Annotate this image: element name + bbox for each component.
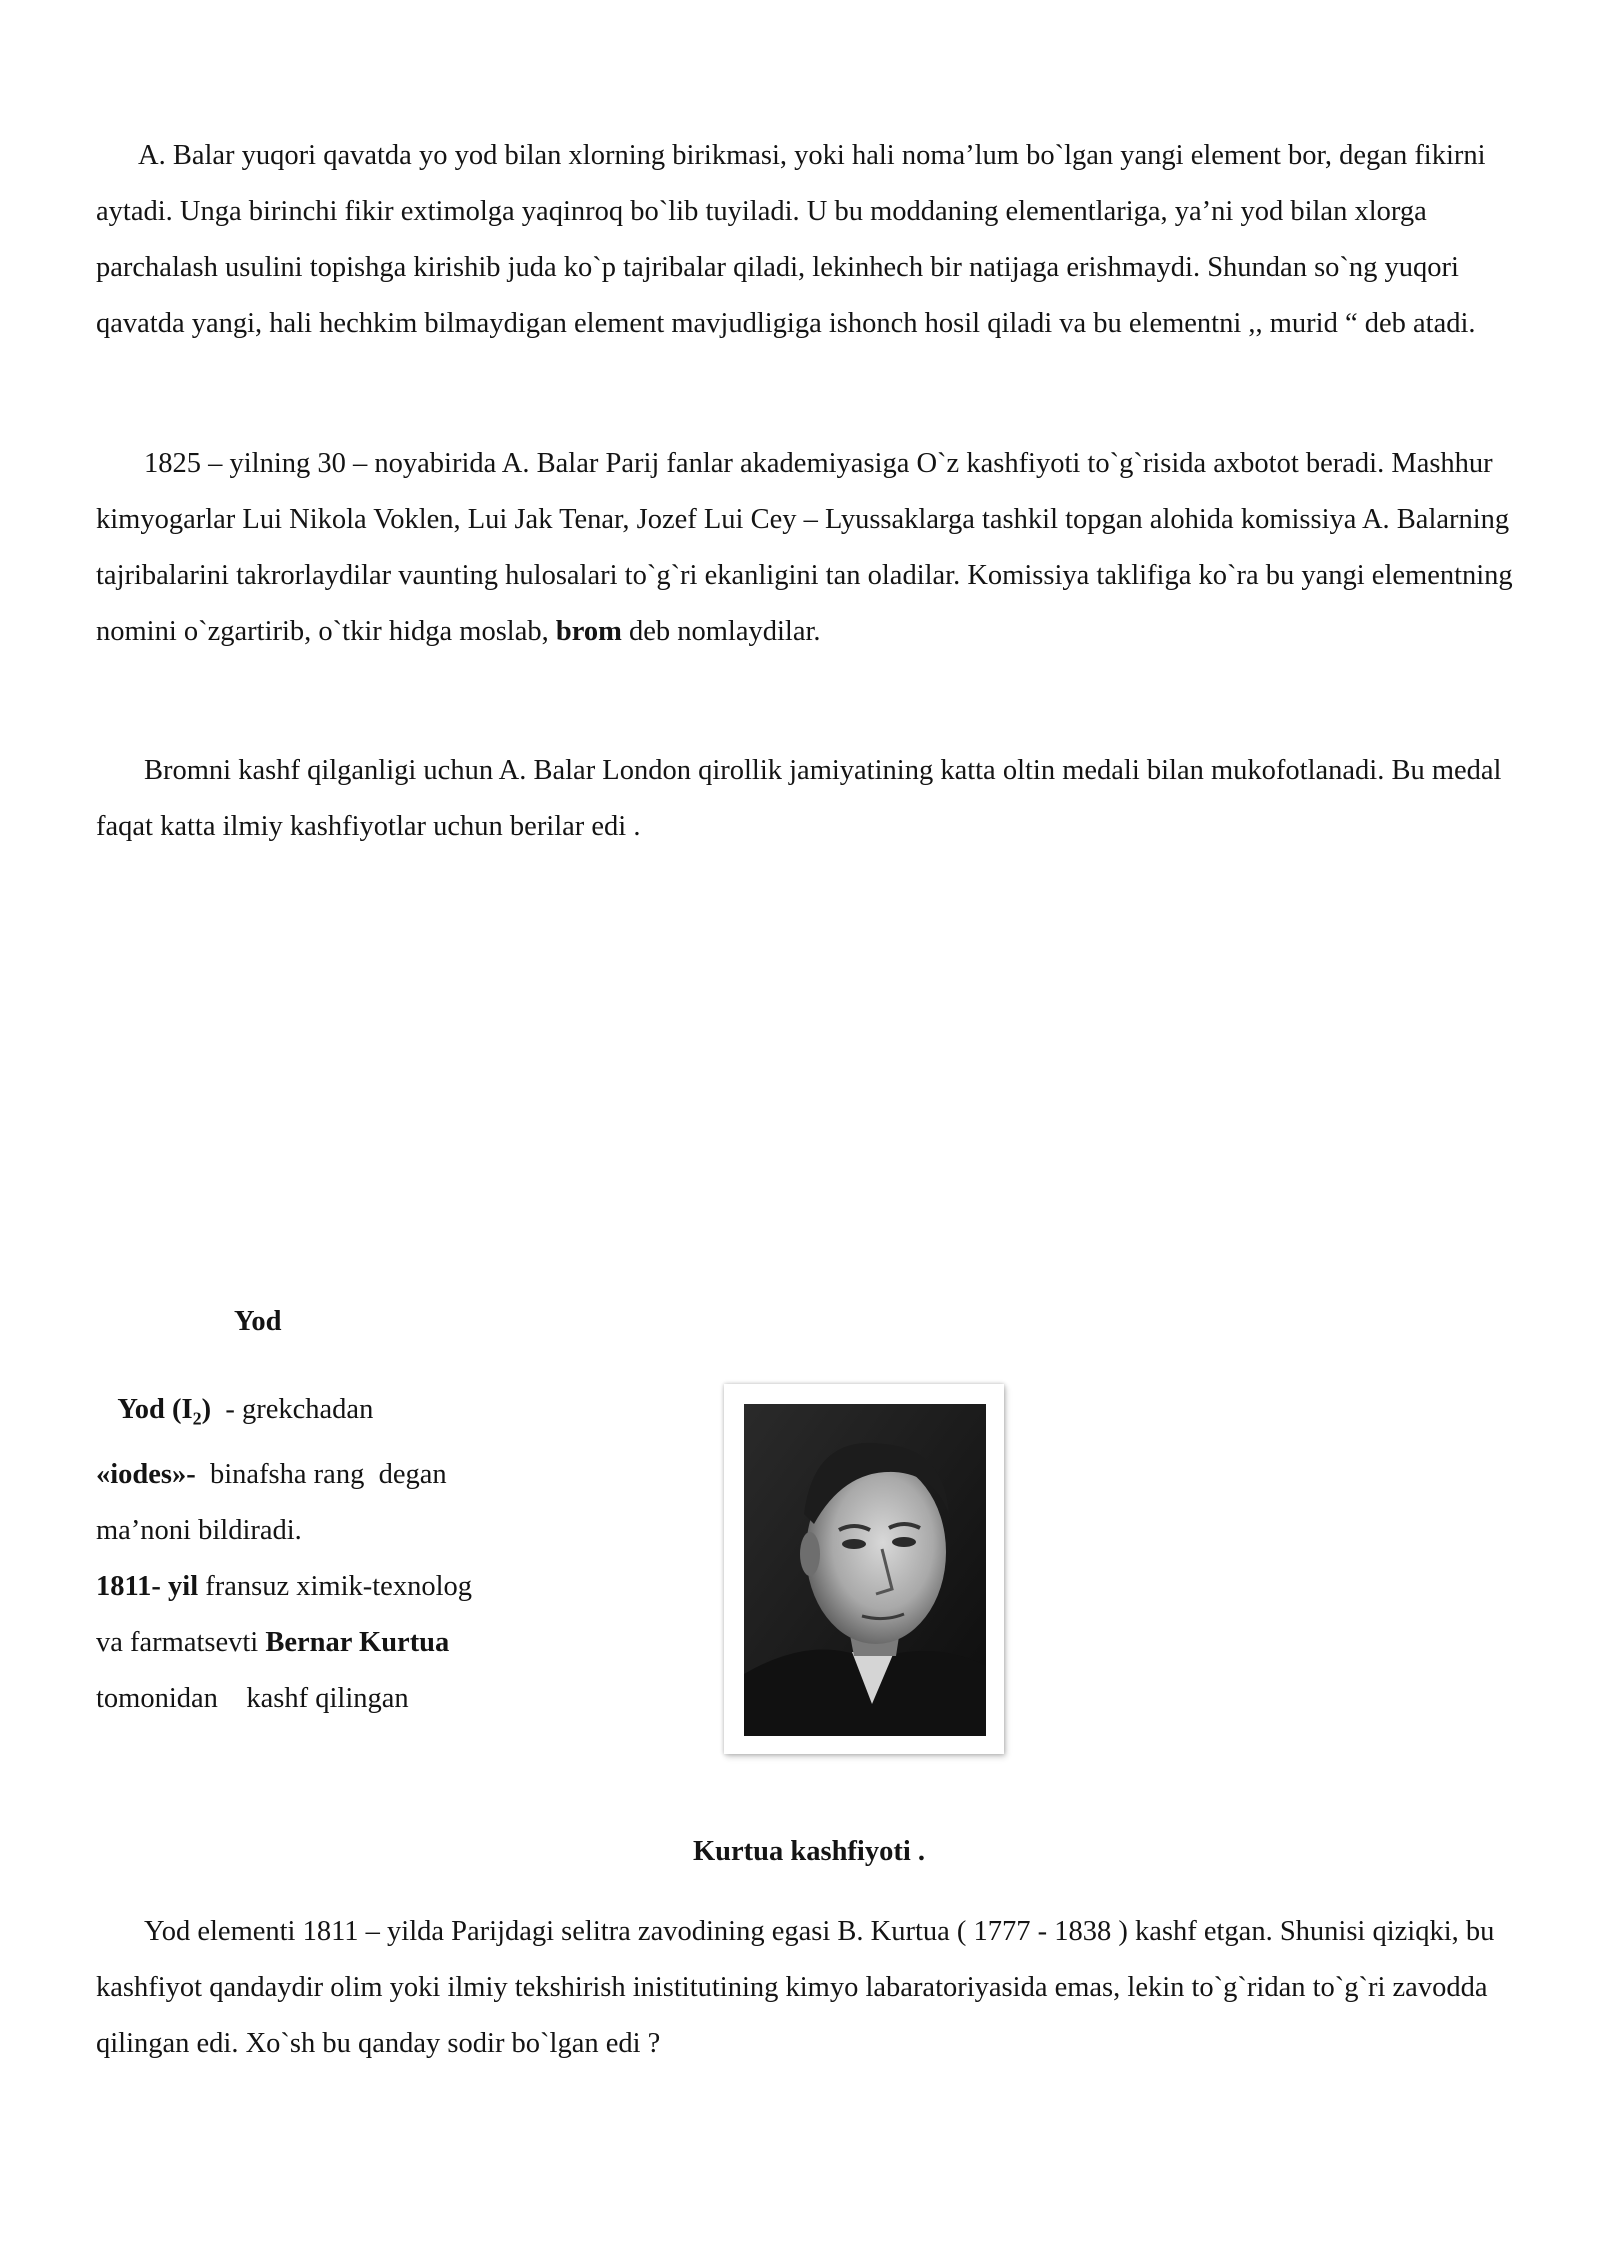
brom-term: brom [555, 616, 622, 647]
iodes-term: «iodes»- [96, 1458, 196, 1490]
yod-formula [117, 1394, 212, 1429]
paragraph-balar-medal: Bromni kashf qilganligi uchun A. Balar London qirollik jamiyatining katta oltin medali bilan mukofotlanadi. Bu medal faqat katta ilmiy kashfiyotlar uchun berilar edi . [96, 755, 1502, 842]
portrait-photo [744, 1404, 986, 1736]
yod-formula-subscript: 2 [192, 1408, 202, 1429]
yod-line-text: - grekchadan [211, 1394, 374, 1425]
portrait-image [744, 1404, 986, 1736]
yod-line-3: ma’noni bildiradi. [96, 1514, 302, 1546]
yod-description [96, 1382, 616, 1727]
paragraph-text: 1825 – yilning 30 – noyabirida A. Balar Parij fanlar akademiyasiga O`z kashfiyoti to`g`risida axbotot beradi. Mashhur kimyogarlar Lui Nikola Voklen, Lui Jak Tenar, Jozef Lui Cey – Lyussaklarga tashkil topgan alohida komissiya A. Balarning tajribalarini takrorlaydilar vaunting hulosalari to`g`ri ekanligini tan oladilar. Komissiya taklifiga ko`ra bu yangi elementning nomini o`zgartirib, o`tkir hidga moslab, [96, 448, 1513, 647]
yod-line-2 [96, 1447, 616, 1503]
kurtua-name: Bernar Kurtua [265, 1626, 450, 1658]
yod-line-4 [96, 1559, 616, 1615]
yod-line-text: va farmatsevti [96, 1626, 266, 1658]
yod-line-text: fransuz ximik-texnolog [198, 1570, 472, 1602]
yod-line-6: tomonidan kashf qilingan [96, 1682, 409, 1714]
section-heading-yod: Yod [234, 1306, 282, 1337]
paragraph-balar-hypothesis: A. Balar yuqori qavatda yo yod bilan xlorning birikmasi, yoki hali noma’lum bo`lgan yangi element bor, degan fikirni aytadi. Unga birinchi fikir extimolga yaqinroq bo`lib tuyiladi. U bu moddaning elementlariga, ya’ni yod bilan xlorga parchalash usulini topishga kirishib juda ko`p tajribalar qiladi, lekinhech bir natijaga erishmaydi. Shundan so`ng yuqori qavatda yangi, hali hechkim bilmaydigan element mavjudligiga ishonch hosil qiladi va bu elementni ,, murid “ deb atadi. [96, 140, 1486, 339]
paragraph-kurtua-discovery: Yod elementi 1811 – yilda Parijdagi selitra zavodining egasi B. Kurtua ( 1777 - 1838 ) kashf etgan. Shunisi qiziqki, bu kashfiyot qandaydir olim yoki ilmiy tekshirish inistitutining kimyo labaratoriyasida emas, lekin to`g`ridan to`g`ri zavodda qilingan edi. Xo`sh bu qanday sodir bo`lgan edi ? [96, 1916, 1495, 2059]
yod-formula-close: ) [201, 1394, 212, 1425]
yod-line-1 [96, 1382, 616, 1447]
yod-formula-text: Yod (I [117, 1394, 193, 1425]
section-heading-kurtua: Kurtua kashfiyoti . [693, 1836, 925, 1867]
yod-line-5 [96, 1615, 616, 1671]
paragraph-brom-naming [96, 436, 1526, 660]
yod-line-text: binafsha rang degan [195, 1458, 447, 1490]
portrait-photo-frame [724, 1384, 1004, 1754]
paragraph-text: deb nomlaydilar. [621, 616, 821, 647]
year-term: 1811- yil [96, 1570, 199, 1602]
